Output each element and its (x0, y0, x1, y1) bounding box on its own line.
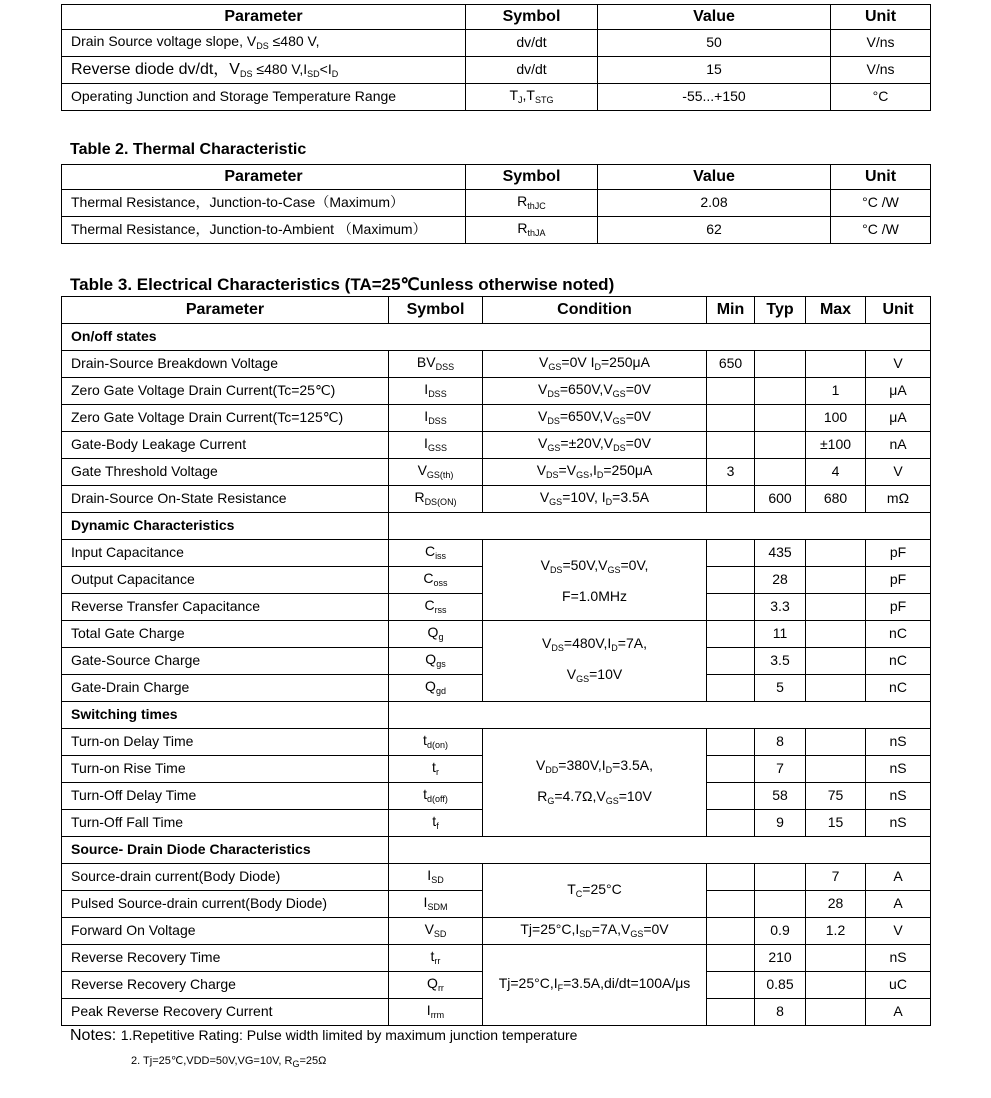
typ-cell: 8 (755, 729, 806, 756)
table-row (62, 190, 931, 217)
unit-cell: °C /W (831, 190, 931, 217)
header-unit: Unit (866, 297, 931, 324)
min-cell (707, 486, 755, 513)
max-cell: 28 (806, 891, 866, 918)
parameter-cell: Thermal Resistance，Junction-to-Case（Maximum） (62, 190, 466, 217)
table-row (62, 540, 931, 567)
parameter-cell: Drain Source voltage slope, $V_{DS} \le 480$ V, (62, 30, 466, 57)
typ-cell (755, 864, 806, 891)
table-2-caption: Table 2. Thermal Characteristic (70, 141, 307, 158)
value-cell: 50 (598, 30, 831, 57)
table-3-caption: Table 3. Electrical Characteristics (TA=25℃unless otherwise noted) (70, 275, 615, 294)
section-spacer (389, 513, 931, 540)
min-cell: 3 (707, 459, 755, 486)
symbol-cell: dv/dt (466, 57, 598, 84)
parameter-cell: Turn-Off Fall Time (62, 810, 389, 837)
unit-cell: nS (866, 945, 931, 972)
header-parameter: Parameter (62, 5, 466, 30)
max-cell (806, 999, 866, 1026)
parameter-cell: Turn-Off Delay Time (62, 783, 389, 810)
unit-cell: nS (866, 729, 931, 756)
condition-cell: $V_{DS}=650V,V_{GS}=0V$ (483, 405, 707, 432)
table-row (62, 864, 931, 891)
header-parameter: Parameter (62, 165, 466, 190)
symbol-cell: $t_{d(on)}$ (389, 729, 483, 756)
symbol-cell: $V_{GS(th)}$ (389, 459, 483, 486)
typ-cell: 28 (755, 567, 806, 594)
typ-cell: 7 (755, 756, 806, 783)
header-typ: Typ (755, 297, 806, 324)
max-cell (806, 756, 866, 783)
max-cell: 680 (806, 486, 866, 513)
parameter-cell: Source-drain current(Body Diode) (62, 864, 389, 891)
symbol-cell: $I_{GSS}$ (389, 432, 483, 459)
min-cell (707, 729, 755, 756)
symbol-cell: $Q_{gd}$ (389, 675, 483, 702)
min-cell (707, 405, 755, 432)
symbol-cell: $Q_{gs}$ (389, 648, 483, 675)
condition-cell: $V_{GS}=10V$, $I_D=3.5A$ (483, 486, 707, 513)
table-row (62, 378, 931, 405)
max-cell: 1.2 (806, 918, 866, 945)
table-2 (61, 164, 931, 244)
parameter-cell: Turn-on Rise Time (62, 756, 389, 783)
header-unit: Unit (831, 5, 931, 30)
min-cell (707, 783, 755, 810)
unit-cell: μA (866, 405, 931, 432)
typ-cell (755, 432, 806, 459)
symbol-cell: $I_{SDM}$ (389, 891, 483, 918)
min-cell (707, 918, 755, 945)
table-row (62, 57, 931, 84)
min-cell (707, 432, 755, 459)
condition-cell: $V_{DS}=650V,V_{GS}=0V$ (483, 378, 707, 405)
min-cell (707, 675, 755, 702)
max-cell: 75 (806, 783, 866, 810)
symbol-cell: dv/dt (466, 30, 598, 57)
condition-cell: $V_{DS}=480V,I_D=7A$, $V_{GS}=10V$ (483, 621, 707, 702)
unit-cell: μA (866, 378, 931, 405)
condition-cell: $V_{DD}=380V,I_D=3.5A$, $R_G=4.7\Omega,V_{GS}=10V$ (483, 729, 707, 837)
parameter-cell: Forward On Voltage (62, 918, 389, 945)
parameter-cell: Gate Threshold Voltage (62, 459, 389, 486)
symbol-cell: $t_r$ (389, 756, 483, 783)
max-cell (806, 351, 866, 378)
unit-cell: V/ns (831, 57, 931, 84)
min-cell (707, 945, 755, 972)
unit-cell: mΩ (866, 486, 931, 513)
typ-cell: 435 (755, 540, 806, 567)
table-row (62, 459, 931, 486)
typ-cell: 210 (755, 945, 806, 972)
max-cell (806, 540, 866, 567)
parameter-cell: Reverse Recovery Time (62, 945, 389, 972)
header-symbol: Symbol (466, 5, 598, 30)
max-cell (806, 945, 866, 972)
header-symbol: Symbol (466, 165, 598, 190)
unit-cell: V (866, 459, 931, 486)
condition-cell: $Tj=25^\circ C,I_F=3.5A,di/dt=100A/\mu s$ (483, 945, 707, 1026)
table-row (62, 432, 931, 459)
note-1: 1.Repetitive Rating: Pulse width limited by maximum junction temperature (120, 1027, 578, 1043)
table-row (62, 621, 931, 648)
min-cell (707, 594, 755, 621)
min-cell (707, 567, 755, 594)
max-cell (806, 675, 866, 702)
table-1 (61, 4, 931, 111)
table-row (62, 945, 931, 972)
parameter-cell: Gate-Drain Charge (62, 675, 389, 702)
unit-cell: °C /W (831, 217, 931, 244)
max-cell (806, 729, 866, 756)
section-dynamic: Dynamic Characteristics (62, 513, 389, 540)
max-cell: 7 (806, 864, 866, 891)
header-symbol: Symbol (389, 297, 483, 324)
condition-cell: $V_{GS}=\pm 20V,V_{DS}=0V$ (483, 432, 707, 459)
parameter-cell: Drain-Source On-State Resistance (62, 486, 389, 513)
table-row (62, 30, 931, 57)
symbol-cell: $t_{rr}$ (389, 945, 483, 972)
symbol-cell: $C_{rss}$ (389, 594, 483, 621)
typ-cell: 9 (755, 810, 806, 837)
min-cell (707, 864, 755, 891)
max-cell (806, 594, 866, 621)
max-cell: 1 (806, 378, 866, 405)
unit-cell: A (866, 999, 931, 1026)
symbol-cell: $I_{SD}$ (389, 864, 483, 891)
symbol-cell: $C_{iss}$ (389, 540, 483, 567)
unit-cell: nC (866, 621, 931, 648)
note-2: 2. Tj=25℃,VDD=50V,VG=10V, $R_G=25\Omega$ (131, 1055, 327, 1069)
section-spacer (389, 702, 931, 729)
symbol-cell: $R_{thJA}$ (466, 217, 598, 244)
symbol-cell: $Q_{rr}$ (389, 972, 483, 999)
typ-cell: 58 (755, 783, 806, 810)
header-value: Value (598, 5, 831, 30)
symbol-cell: $V_{SD}$ (389, 918, 483, 945)
symbol-cell: $I_{DSS}$ (389, 378, 483, 405)
symbol-cell: $Q_g$ (389, 621, 483, 648)
unit-cell: nS (866, 756, 931, 783)
parameter-cell: Turn-on Delay Time (62, 729, 389, 756)
max-cell (806, 648, 866, 675)
typ-cell (755, 351, 806, 378)
symbol-cell: $t_f$ (389, 810, 483, 837)
header-max: Max (806, 297, 866, 324)
min-cell (707, 972, 755, 999)
table-row (62, 918, 931, 945)
min-cell (707, 648, 755, 675)
unit-cell: pF (866, 567, 931, 594)
table-row (62, 84, 931, 111)
notes (70, 1027, 577, 1045)
max-cell: ±100 (806, 432, 866, 459)
unit-cell: A (866, 864, 931, 891)
typ-cell: 11 (755, 621, 806, 648)
symbol-cell: $C_{oss}$ (389, 567, 483, 594)
parameter-cell: Output Capacitance (62, 567, 389, 594)
min-cell (707, 378, 755, 405)
symbol-cell: $I_{rrm}$ (389, 999, 483, 1026)
max-cell (806, 567, 866, 594)
header-condition: Condition (483, 297, 707, 324)
typ-cell: 8 (755, 999, 806, 1026)
max-cell (806, 621, 866, 648)
unit-cell: nA (866, 432, 931, 459)
typ-cell (755, 891, 806, 918)
min-cell (707, 891, 755, 918)
max-cell (806, 972, 866, 999)
condition-cell: $V_{DS}=V_{GS},I_D=250\mu A$ (483, 459, 707, 486)
unit-cell: pF (866, 540, 931, 567)
value-cell: 2.08 (598, 190, 831, 217)
header-value: Value (598, 165, 831, 190)
section-onoff: On/off states (62, 324, 931, 351)
condition-cell: $V_{GS}=0V$ $I_D=250\mu A$ (483, 351, 707, 378)
section-spacer (389, 837, 931, 864)
unit-cell: V (866, 918, 931, 945)
table-row (62, 729, 931, 756)
typ-cell (755, 405, 806, 432)
condition-cell: $T_C=25^\circ C$ (483, 864, 707, 918)
unit-cell: uC (866, 972, 931, 999)
unit-cell: pF (866, 594, 931, 621)
parameter-cell: Zero Gate Voltage Drain Current(Tc=125℃) (62, 405, 389, 432)
unit-cell: V (866, 351, 931, 378)
parameter-cell: Peak Reverse Recovery Current (62, 999, 389, 1026)
max-cell: 15 (806, 810, 866, 837)
typ-cell: 3.3 (755, 594, 806, 621)
value-cell: 62 (598, 217, 831, 244)
unit-cell: A (866, 891, 931, 918)
parameter-cell: Gate-Body Leakage Current (62, 432, 389, 459)
symbol-cell: $t_{d(off)}$ (389, 783, 483, 810)
unit-cell: nS (866, 783, 931, 810)
parameter-cell: Zero Gate Voltage Drain Current(Tc=25℃) (62, 378, 389, 405)
typ-cell: 0.9 (755, 918, 806, 945)
symbol-cell: $I_{DSS}$ (389, 405, 483, 432)
table-row (62, 486, 931, 513)
typ-cell: 5 (755, 675, 806, 702)
unit-cell: nS (866, 810, 931, 837)
symbol-cell: $BV_{DSS}$ (389, 351, 483, 378)
min-cell (707, 810, 755, 837)
parameter-cell: Pulsed Source-drain current(Body Diode) (62, 891, 389, 918)
table-row (62, 217, 931, 244)
typ-cell (755, 459, 806, 486)
condition-cell: $V_{DS}=50V,V_{GS}=0V$, F=1.0MHz (483, 540, 707, 621)
value-cell: -55...+150 (598, 84, 831, 111)
unit-cell: °C (831, 84, 931, 111)
parameter-cell: Input Capacitance (62, 540, 389, 567)
typ-cell: 600 (755, 486, 806, 513)
symbol-cell: $T_J,T_{STG}$ (466, 84, 598, 111)
symbol-cell: $R_{thJC}$ (466, 190, 598, 217)
unit-cell: nC (866, 675, 931, 702)
max-cell: 100 (806, 405, 866, 432)
parameter-cell: Reverse Recovery Charge (62, 972, 389, 999)
condition-cell: $Tj=25^\circ C,I_{SD}=7A,V_{GS}=0V$ (483, 918, 707, 945)
parameter-cell: Reverse diode dv/dt，$V_{DS} \le 480$ $V,I_{SD}<I_D$ (62, 57, 466, 84)
table-row (62, 351, 931, 378)
min-cell (707, 621, 755, 648)
parameter-cell: Gate-Source Charge (62, 648, 389, 675)
unit-cell: V/ns (831, 30, 931, 57)
parameter-cell: Reverse Transfer Capacitance (62, 594, 389, 621)
min-cell (707, 999, 755, 1026)
parameter-cell: Drain-Source Breakdown Voltage (62, 351, 389, 378)
notes-label: Notes: (70, 1027, 121, 1044)
typ-cell: 0.85 (755, 972, 806, 999)
parameter-cell: Thermal Resistance，Junction-to-Ambient （Maximum） (62, 217, 466, 244)
section-diode: Source- Drain Diode Characteristics (62, 837, 389, 864)
table-row (62, 405, 931, 432)
symbol-cell: $R_{DS(ON)}$ (389, 486, 483, 513)
typ-cell: 3.5 (755, 648, 806, 675)
header-parameter: Parameter (62, 297, 389, 324)
section-switching: Switching times (62, 702, 389, 729)
parameter-cell: Total Gate Charge (62, 621, 389, 648)
table-3 (61, 296, 931, 1026)
header-unit: Unit (831, 165, 931, 190)
value-cell: 15 (598, 57, 831, 84)
min-cell: 650 (707, 351, 755, 378)
header-min: Min (707, 297, 755, 324)
max-cell: 4 (806, 459, 866, 486)
unit-cell: nC (866, 648, 931, 675)
typ-cell (755, 378, 806, 405)
min-cell (707, 540, 755, 567)
min-cell (707, 756, 755, 783)
parameter-cell: Operating Junction and Storage Temperature Range (62, 84, 466, 111)
